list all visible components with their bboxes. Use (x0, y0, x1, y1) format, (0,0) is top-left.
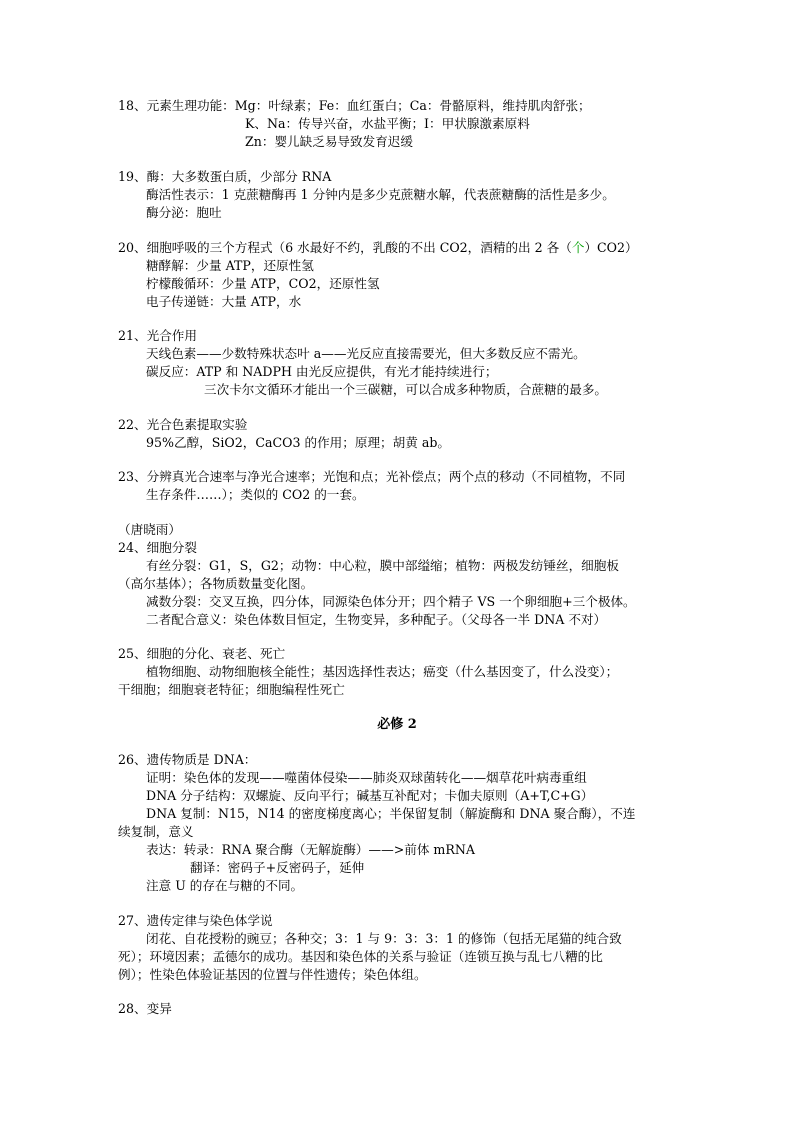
item-25-heading: 25、细胞的分化、衰老、死亡 (118, 646, 286, 661)
item-26-line-1: 证明：染色体的发现——噬菌体侵染——肺炎双球菌转化——烟草花叶病毒重组 (146, 770, 587, 785)
item-18-line-1: 18、元素生理功能：Mg：叶绿素；Fe：血红蛋白；Ca：骨骼原料，维持肌肉舒张； (118, 98, 591, 113)
item-20-heading-highlight: 个 (571, 240, 585, 255)
item-27-line-3: 例）；性染色体验证基因的位置与伴性遗传；染色体组。 (118, 967, 427, 982)
item-24-line-4: 二者配合意义：染色体数目恒定，生物变异，多种配子。（父母各一半 DNA 不对） (146, 612, 607, 627)
item-21-line-1: 天线色素——少数特殊状态叶 a——光反应直接需要光，但大多数反应不需光。 (146, 346, 586, 361)
item-23-line-2: 生存条件……）；类似的 CO2 的一套。 (146, 487, 365, 502)
item-20-heading-part-2: ）CO2） (584, 240, 638, 255)
item-26-line-4: 续复制，意义 (118, 824, 194, 839)
item-26-line-6: 翻译：密码子+反密码子，延伸 (190, 860, 365, 875)
item-26-line-3: DNA 复制：N15，N14 的密度梯度离心；半保留复制（解旋酶和 DNA 聚合酶），不连 (146, 806, 636, 821)
item-24-line-3: 减数分裂：交叉互换，四分体，同源染色体分开；四个精子 VS 一个卵细胞+三个极体。 (146, 594, 636, 609)
item-26-line-7: 注意 U 的存在与糖的不同。 (146, 878, 304, 893)
item-21-heading: 21、光合作用 (118, 328, 197, 343)
item-19-heading: 19、酶：大多数蛋白质，少部分 RNA (118, 169, 332, 184)
item-19-line-2: 酶分泌：胞吐 (146, 205, 222, 220)
item-18-line-3: Zn：婴儿缺乏易导致发育迟缓 (245, 134, 413, 149)
item-26-line-2: DNA 分子结构：双螺旋、反向平行；碱基互补配对；卡伽夫原则（A+T,C+G） (146, 788, 594, 803)
item-27-heading: 27、遗传定律与染色体学说 (118, 913, 273, 928)
author-note: （唐晓雨） (118, 522, 181, 537)
item-28-heading: 28、变异 (118, 1001, 172, 1016)
item-20-line-3: 电子传递链：大量 ATP，水 (146, 294, 302, 309)
item-26-heading: 26、遗传物质是 DNA： (118, 752, 257, 767)
item-27-line-1: 闭花、自花授粉的豌豆；各种交；3：1 与 9：3：3：1 的修饰（包括无尾猫的纯合致 (146, 931, 622, 946)
item-26-line-5: 表达：转录：RNA 聚合酶（无解旋酶）——>前体 mRNA (146, 842, 475, 857)
item-20-heading-part-1: 20、细胞呼吸的三个方程式（6 水最好不约，乳酸的不出 CO2，酒精的出 2 各（ (118, 240, 572, 255)
item-24-heading: 24、细胞分裂 (118, 540, 197, 555)
item-23-line-1: 23、分辨真光合速率与净光合速率；光饱和点；光补偿点；两个点的移动（不同植物，不同 (118, 469, 626, 484)
item-24-line-2: （高尔基体）；各物质数量变化图。 (118, 576, 314, 591)
item-20-heading (118, 240, 638, 256)
item-25-line-1: 植物细胞、动物细胞核全能性；基因选择性表达；癌变（什么基因变了，什么没变）； (146, 664, 619, 679)
item-22-heading: 22、光合色素提取实验 (118, 417, 248, 432)
item-20-line-2: 柠檬酸循环：少量 ATP，CO2，还原性氢 (146, 276, 380, 291)
item-25-line-2: 干细胞；细胞衰老特征；细胞编程性死亡 (118, 682, 345, 697)
item-19-line-1: 酶活性表示：1 克蔗糖酶再 1 分钟内是多少克蔗糖水解，代表蔗糖酶的活性是多少。 (146, 187, 615, 202)
item-27-line-2: 死）；环境因素；孟德尔的成功。基因和染色体的关系与验证（连锁互换与乱七八糟的比 (118, 949, 603, 964)
item-21-line-3: 三次卡尔文循环才能出一个三碳糖，可以合成多种物质，合蔗糖的最多。 (204, 382, 607, 397)
item-20-line-1: 糖酵解：少量 ATP，还原性氢 (146, 258, 314, 273)
item-18-line-2: K、Na：传导兴奋，水盐平衡；I：甲状腺激素原料 (245, 116, 530, 131)
item-24-line-1: 有丝分裂：G1，S，G2；动物：中心粒，膜中部缢缩；植物：两极发纺锤丝，细胞板 (146, 558, 619, 573)
item-21-line-2: 碳反应：ATP 和 NADPH 由光反应提供，有光才能持续进行； (146, 364, 498, 379)
item-22-line-1: 95%乙醇，SiO2，CaCO3 的作用；原理；胡黄 ab。 (146, 435, 450, 450)
section-heading-bixiu-2: 必修 2 (377, 717, 417, 732)
